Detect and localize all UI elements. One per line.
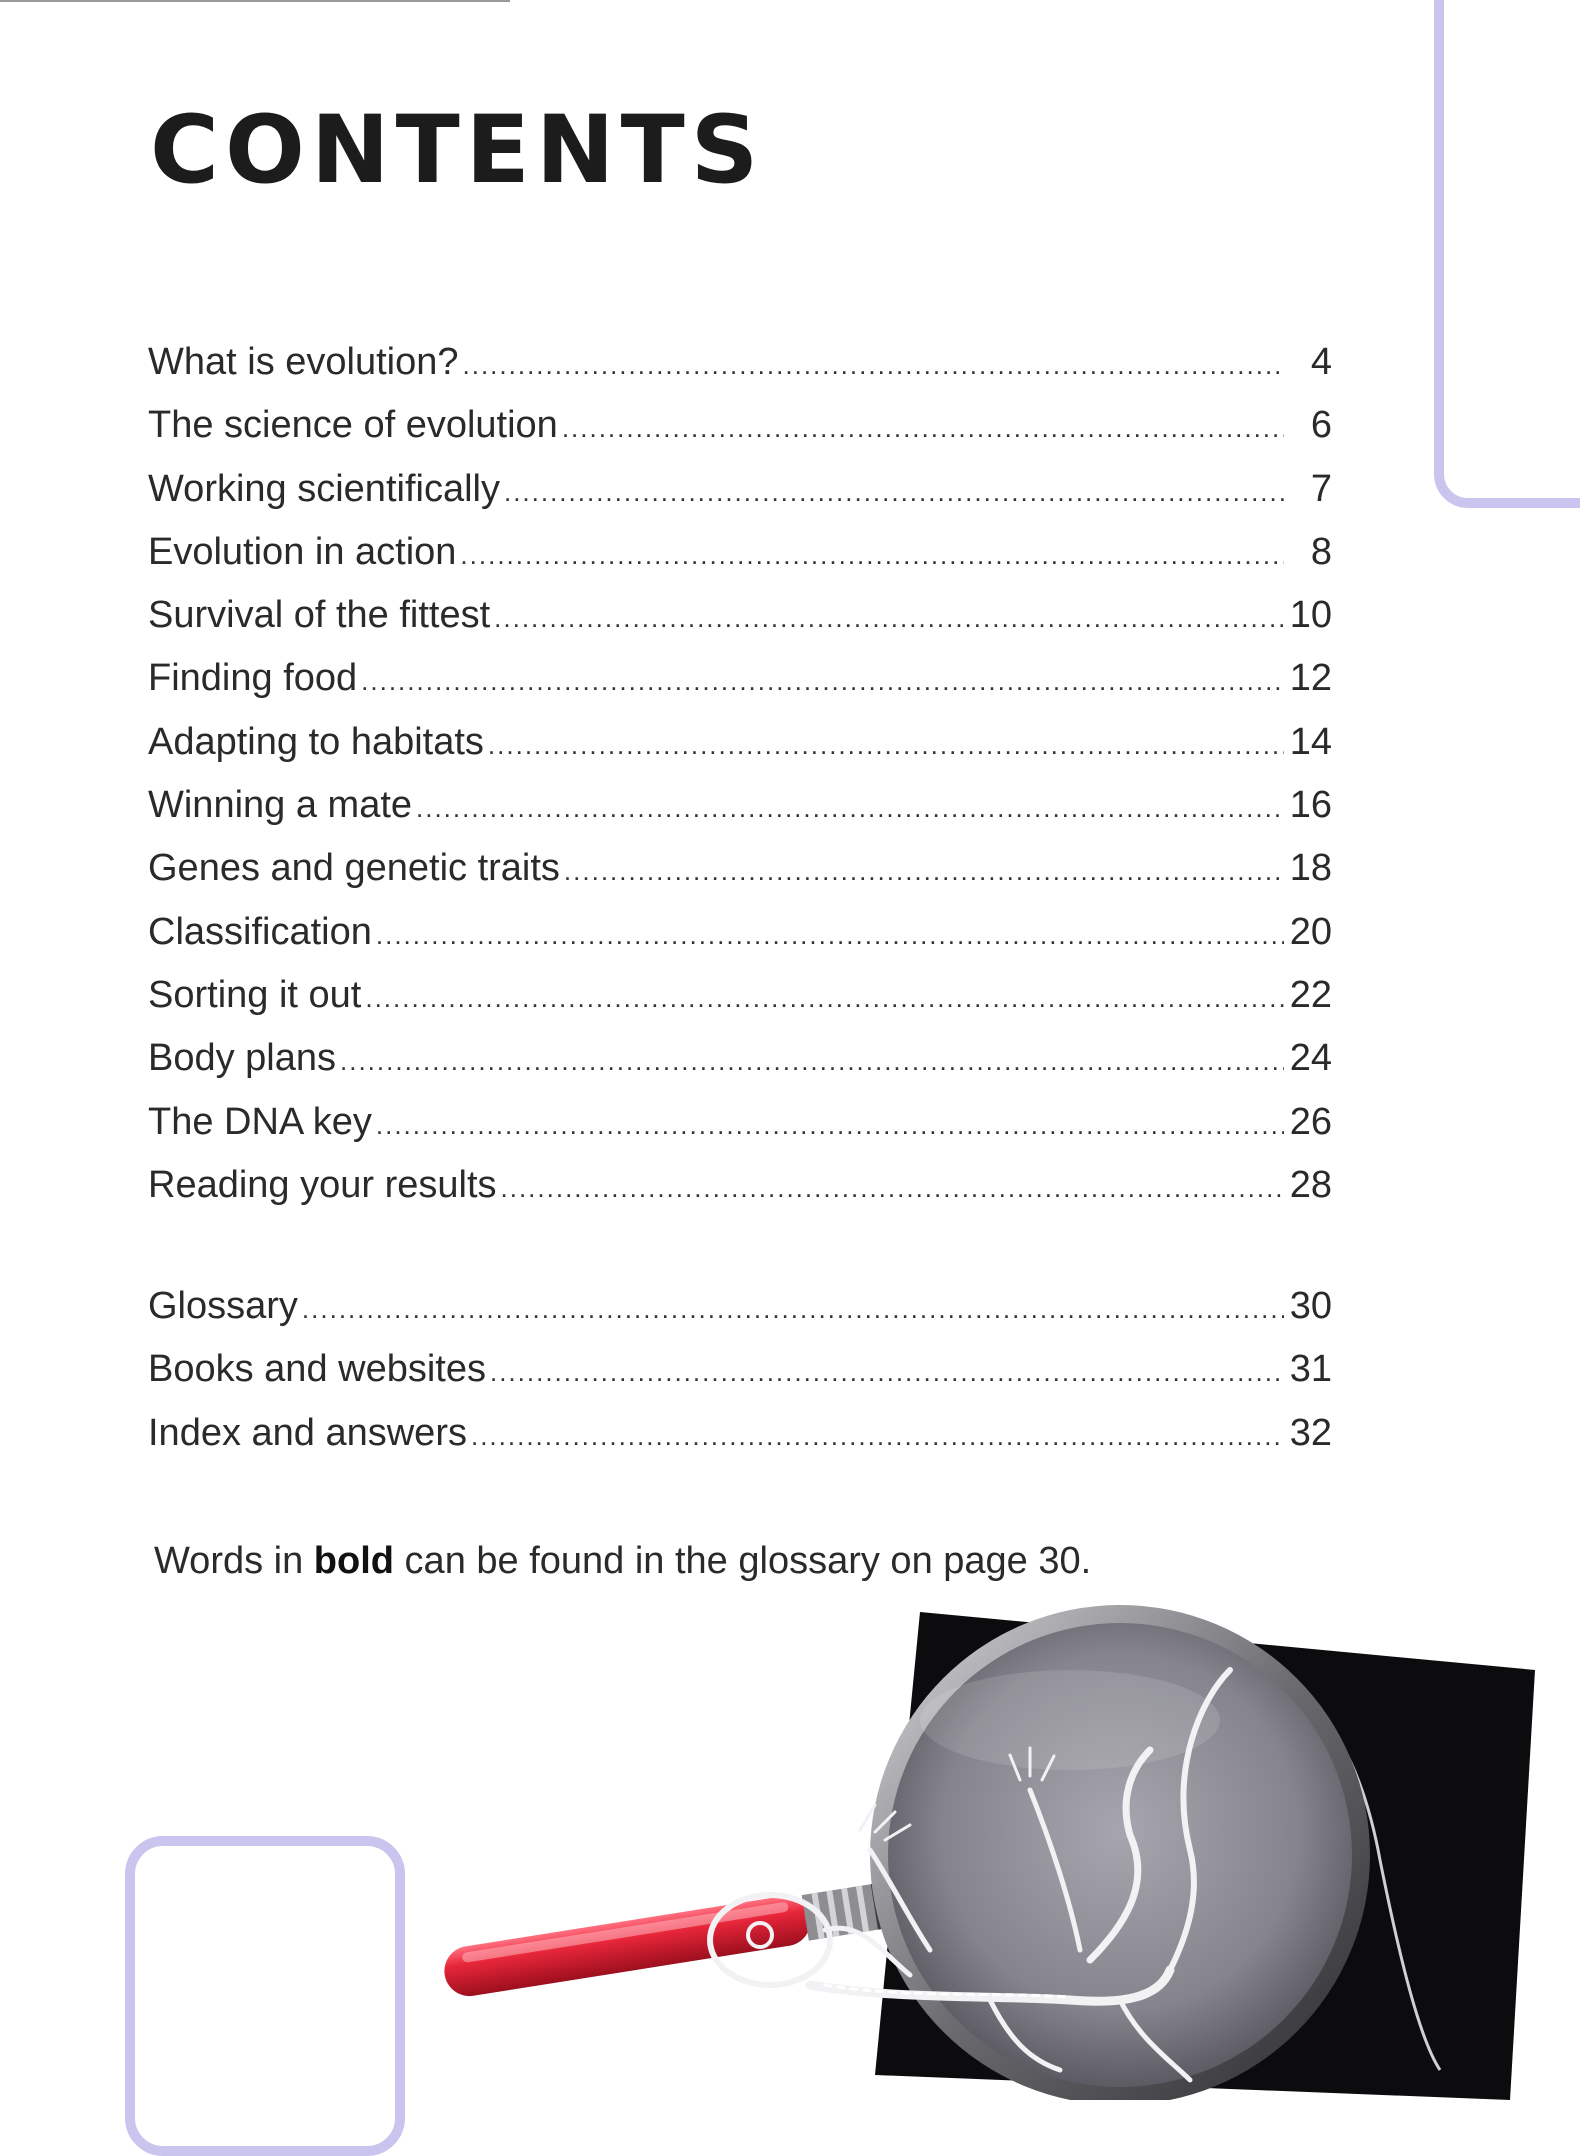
toc-item-page: 18	[1289, 847, 1332, 890]
toc-item-label: Survival of the fittest	[148, 594, 491, 637]
toc-item-page: 14	[1289, 720, 1332, 763]
toc-leader-dots	[562, 413, 1284, 444]
toc-item-page: 7	[1310, 467, 1332, 510]
toc-item[interactable]	[148, 341, 1332, 404]
toc-leader-dots	[490, 1357, 1284, 1388]
toc-item[interactable]	[148, 1412, 1332, 1475]
toc-leader-dots	[501, 1173, 1284, 1204]
magnifying-glass-xray-illustration	[430, 1600, 1560, 2100]
toc-item[interactable]	[148, 1285, 1332, 1348]
toc-item-label: Glossary	[148, 1285, 298, 1327]
toc-item[interactable]	[148, 1164, 1332, 1227]
toc-item[interactable]	[148, 468, 1332, 531]
toc-leader-dots	[488, 730, 1284, 761]
toc-item-label: Body plans	[148, 1037, 337, 1080]
glossary-note	[154, 1540, 1091, 1583]
toc-item-label: Winning a mate	[148, 784, 413, 827]
toc-item[interactable]	[148, 911, 1332, 974]
toc-item[interactable]	[148, 1348, 1332, 1411]
toc-leader-dots	[361, 666, 1284, 697]
toc-item[interactable]	[148, 1037, 1332, 1100]
toc-item-page: 24	[1289, 1037, 1332, 1080]
toc-item-label: Index and answers	[148, 1411, 467, 1454]
toc-item-page: 6	[1310, 404, 1332, 447]
toc-leader-dots	[340, 1046, 1284, 1077]
toc-leader-dots	[376, 1110, 1284, 1141]
magnifier-handle	[441, 1881, 888, 2000]
toc-item[interactable]	[148, 784, 1332, 847]
toc-item-label: Sorting it out	[148, 973, 362, 1016]
toc-item-label: Classification	[148, 910, 372, 953]
toc-item-page: 8	[1310, 530, 1332, 573]
toc-item[interactable]	[148, 847, 1332, 910]
contents-list-back-matter	[148, 1285, 1332, 1475]
toc-leader-dots	[416, 793, 1284, 824]
toc-leader-dots	[376, 920, 1284, 951]
toc-item-label: Working scientifically	[148, 467, 500, 510]
toc-item[interactable]	[148, 531, 1332, 594]
toc-item-page: 30	[1289, 1285, 1332, 1327]
toc-item-page: 26	[1289, 1100, 1332, 1143]
toc-item[interactable]	[148, 974, 1332, 1037]
toc-item-page: 12	[1289, 657, 1332, 700]
page-top-rule	[0, 0, 510, 2]
toc-item-page: 22	[1289, 973, 1332, 1016]
toc-item-page: 16	[1289, 784, 1332, 827]
toc-leader-dots	[460, 540, 1284, 571]
toc-leader-dots	[564, 856, 1284, 887]
toc-item-label: Finding food	[148, 657, 358, 700]
toc-leader-dots	[494, 603, 1284, 634]
toc-leader-dots	[463, 350, 1285, 381]
toc-item[interactable]	[148, 721, 1332, 784]
decorative-frame-top-right	[1434, 0, 1580, 508]
toc-item-page: 10	[1289, 594, 1332, 637]
toc-item-label: Genes and genetic traits	[148, 847, 560, 890]
toc-leader-dots	[302, 1294, 1284, 1325]
toc-leader-dots	[471, 1421, 1284, 1452]
toc-item-label: Books and websites	[148, 1348, 486, 1391]
toc-item[interactable]	[148, 1101, 1332, 1164]
toc-item-page: 4	[1310, 341, 1332, 383]
toc-item-label: The DNA key	[148, 1100, 372, 1143]
toc-item-page: 31	[1289, 1348, 1332, 1391]
contents-list-main	[148, 341, 1332, 1227]
toc-item-page: 20	[1289, 910, 1332, 953]
toc-item-label: What is evolution?	[148, 341, 459, 383]
toc-item-label: Evolution in action	[148, 530, 457, 573]
toc-item-label: Reading your results	[148, 1163, 497, 1206]
toc-item[interactable]	[148, 594, 1332, 657]
decorative-frame-bottom-left	[125, 1836, 405, 2156]
toc-item-page: 28	[1289, 1163, 1332, 1206]
toc-item-page: 32	[1289, 1411, 1332, 1454]
page-title: CONTENTS	[150, 96, 765, 205]
glossary-note-after: can be found in the glossary on page 30.	[394, 1540, 1092, 1582]
toc-leader-dots	[504, 477, 1284, 508]
glossary-note-bold: bold	[313, 1540, 394, 1582]
toc-leader-dots	[365, 983, 1284, 1014]
glossary-note-before: Words in	[154, 1540, 314, 1582]
toc-item[interactable]	[148, 657, 1332, 720]
toc-item-label: The science of evolution	[148, 404, 558, 447]
toc-item[interactable]	[148, 404, 1332, 467]
toc-item-label: Adapting to habitats	[148, 720, 484, 763]
